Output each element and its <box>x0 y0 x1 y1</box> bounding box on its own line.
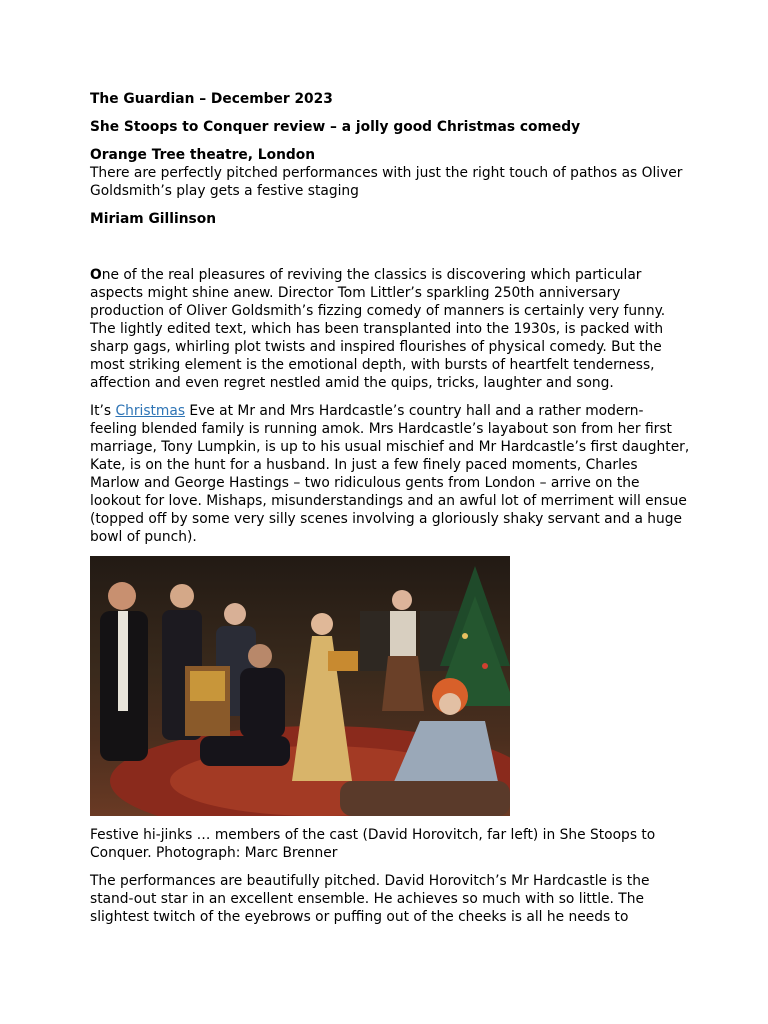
stage-photo-illustration <box>90 556 510 816</box>
figure-head <box>392 590 412 610</box>
figure-head <box>248 644 272 668</box>
paragraph-1 <box>90 266 690 392</box>
scarf <box>118 611 128 711</box>
paragraph-2-text: Eve at Mr and Mrs Hardcastle’s country hall and a rather modern-feeling blended family is running amok. Mrs Hardcastle’s layabout son from her first marriage, Tony Lumpkin, is up to his usual mischief and Mr Hardcastle’s first daughter, Kate, is on the hunt for a husband. In just a few finely paced moments, Charles Marlow and George Hastings – two ridiculous gents from London – arrive on the lookout for love. Mishaps, misunderstandings and an awful lot of merriment will ensue (topped off by some very silly scenes involving a gloriously shaky servant and a huge bowl of punch). <box>90 403 690 545</box>
publication-line: The Guardian – December 2023 <box>90 91 333 107</box>
paragraph-3: The performances are beautifully pitched. David Horovitch’s Mr Hardcastle is the stand-out star in an excellent ensemble. He achieves so much with so little. The slightest twitch of the eyebrows or puffing out of the cheeks is all he needs to <box>90 873 650 925</box>
figure-skirt <box>382 656 424 711</box>
chair-cushion <box>190 671 225 701</box>
drop-cap: O <box>90 267 102 283</box>
figure-head <box>170 584 194 608</box>
paragraph-2 <box>90 402 690 546</box>
photo-caption: Festive hi-jinks … members of the cast (David Horovitch, far left) in She Stoops to Conquer. Photograph: Marc Brenner <box>90 827 656 861</box>
figure-head <box>224 603 246 625</box>
ornament <box>462 633 468 639</box>
standfirst: There are perfectly pitched performances with just the right touch of pathos as Oliver Goldsmith’s play gets a festive staging <box>90 165 683 199</box>
figure-head <box>311 613 333 635</box>
author-byline: Miriam Gillinson <box>90 211 217 227</box>
paragraph-2-lead: It’s <box>90 403 116 419</box>
figure-blouse <box>390 611 416 656</box>
figure-head <box>108 582 136 610</box>
article-headline: She Stoops to Conquer review – a jolly good Christmas comedy <box>90 119 581 135</box>
paragraph-1-text: ne of the real pleasures of reviving the classics is discovering which particular aspects might shine anew. Director Tom Littler’s sparkling 250th anniversary production of Oliver Goldsmith’s fizzing comedy of manners is certainly very funny. The lightly edited text, which has been transplanted into the 1930s, is packed with sharp gags, whirling plot twists and inspired flourishes of physical comedy. But the most striking element is the emotional depth, with bursts of heartfelt tenderness, affection and even regret nestled amid the quips, tricks, laughter and song. <box>90 267 666 391</box>
figure-head <box>439 693 461 715</box>
ornament <box>482 663 488 669</box>
venue-line: Orange Tree theatre, London <box>90 147 316 163</box>
christmas-link[interactable]: Christmas <box>115 403 186 419</box>
figure-body <box>240 668 285 738</box>
sofa <box>340 781 510 816</box>
document-page <box>90 90 690 936</box>
figure-legs <box>200 736 290 766</box>
punch-box <box>328 651 358 671</box>
article-photo <box>90 556 510 816</box>
